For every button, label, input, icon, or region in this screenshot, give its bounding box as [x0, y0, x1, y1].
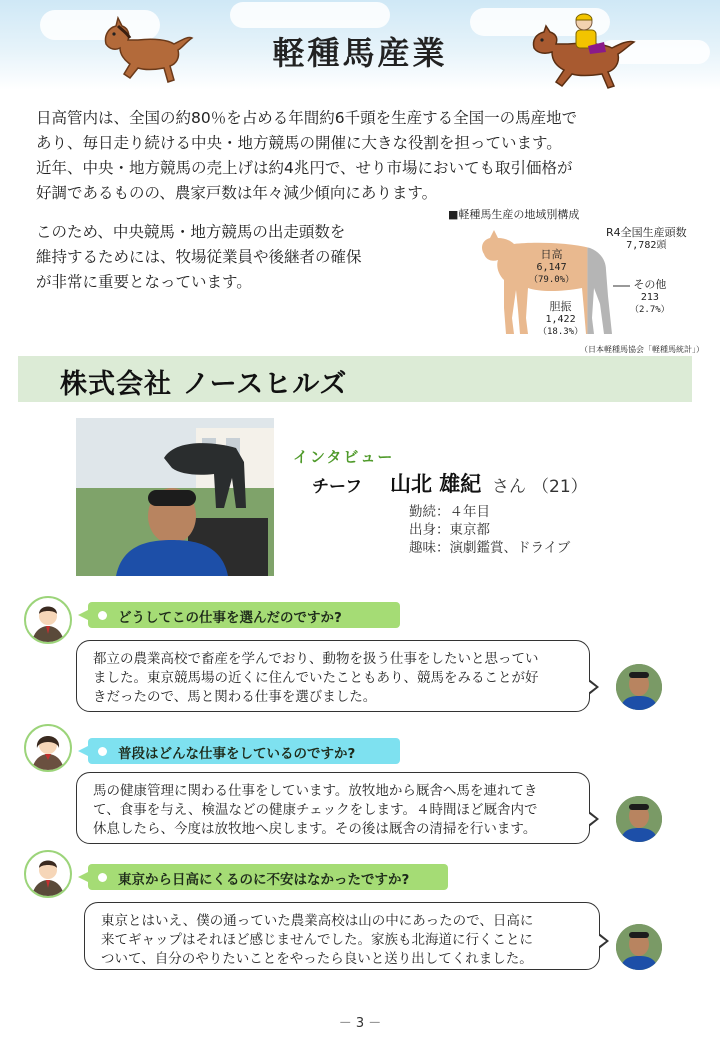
page-title: 軽種馬産業	[272, 34, 448, 72]
interviewee-photo	[76, 418, 274, 576]
chart-title: ■軽種馬生産の地域別構成	[448, 208, 580, 221]
answer-bubble: 馬の健康管理に関わる仕事をしています。放牧地から厩舎へ馬を連れてき て、食事を与え、検温などの健康チェックをします。４時間ほど厩舎内で 休息したら、今度は放牧地へ戻します。その後は厩舎の清掃を行います。	[76, 772, 590, 844]
interview-label: インタビュー	[293, 448, 395, 466]
interviewee-name: 山北 雄紀	[390, 472, 482, 496]
interviewee-origin: 出身：東京都	[409, 522, 490, 538]
interviewee-avatar	[616, 664, 662, 710]
interviewee-tenure: 勤続：４年目	[409, 504, 490, 520]
interviewer-avatar-icon	[24, 724, 72, 772]
intro-paragraph-2: このため、中央競馬・地方競馬の出走頭数を 維持するためには、牧場従業員や後継者の確保 が非常に重要となっています。	[36, 223, 362, 291]
company-name: 株式会社 ノースヒルズ	[60, 369, 348, 400]
interviewee-avatar	[616, 796, 662, 842]
interviewee-honorific: さん	[492, 477, 526, 497]
chart-label-hidaka: 日高 6,147 （79.0%）	[529, 248, 575, 285]
interviewee-role: チーフ	[312, 477, 363, 497]
interviewer-avatar-icon	[24, 596, 72, 644]
intro-paragraph: 日高管内は、全国の約80％を占める年間約6千頭を生産する全国一の馬産地で あり、毎日走り続ける中央・地方競馬の開催に大きな役割を担っています。 近年、中央・地方競馬の売上げは約4兆円で、せり市場においても取引価格が 好調であるものの、農家戸数は年々減少傾向にあります。	[36, 109, 578, 202]
interviewer-avatar-icon	[24, 850, 72, 898]
chart-label-other: その他 213 （2.7%）	[630, 278, 670, 315]
question-bar: 普段はどんな仕事をしているのですか?	[88, 738, 400, 764]
interviewee-age: （21）	[532, 477, 588, 497]
chart-label-iburi: 胆振 1,422 （18.3%）	[538, 300, 584, 337]
answer-bubble: 東京とはいえ、僕の通っていた農業高校は山の中にあったので、日高に 来てギャップはそれほど感じませんでした。家族も北海道に行くことに ついて、自分のやりたいことをやったら良いと送り出してくれました。	[84, 902, 600, 970]
question-bar: どうしてこの仕事を選んだのですか?	[88, 602, 400, 628]
interviewee-avatar	[616, 924, 662, 970]
question-bar: 東京から日高にくるのに不安はなかったですか?	[88, 864, 448, 890]
answer-bubble: 都立の農業高校で畜産を学んでおり、動物を扱う仕事をしたいと思ってい ました。東京競馬場の近くに住んでいたこともあり、競馬をみることが好 きだったので、馬と関わる仕事を選びました。	[76, 640, 590, 712]
page-number: － 3 －	[338, 1016, 382, 1031]
interviewee-hobby: 趣味：演劇鑑賞、ドライブ	[409, 540, 571, 556]
chart-total-label: R4全国生産頭数 7,782頭	[606, 226, 687, 251]
chart-source-note: （日本軽種馬協会「軽種馬統計」）	[580, 345, 704, 354]
